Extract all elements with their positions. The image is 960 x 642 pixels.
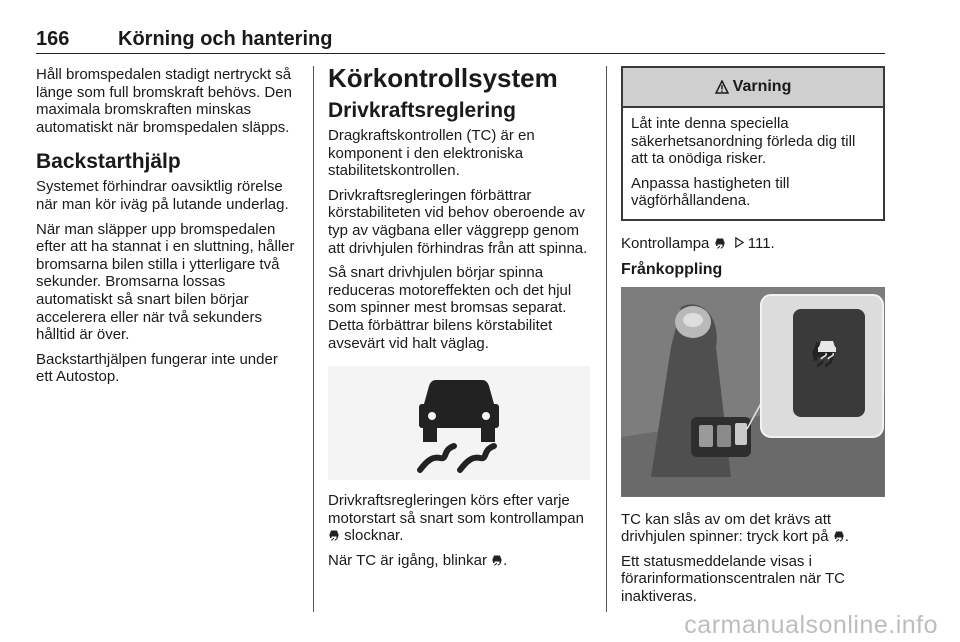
warning-paragraph: Låt inte denna speciella säkerhetsanordning förleda dig till att ta onödiga risker. [631,115,856,168]
paragraph: Så snart drivhjulen börjar spinna reduceras motoreffekten och det hjul som spinner mest bromsas separat. Detta förbättrar bilens körstabilitet avsevärt vid halt väglag. [328,264,572,352]
main-title: Körkontrollsystem [328,63,558,93]
tc-off-text-end: . [844,528,849,546]
warning-triangle-icon [715,80,729,94]
tc-button-photo-illustration [621,287,885,497]
intro-paragraph: Håll bromspedalen stadigt nertryckt så länge som full bromskraft behövs. Den maximala bromskraften minskas automatiskt när bromspedalen släpps. [36,66,292,136]
column-divider-1 [313,66,314,612]
warning-box [621,66,885,221]
page-reference-icon [734,237,745,248]
tc-start-text-end: slocknar. [344,527,404,545]
traction-control-icon [328,529,340,541]
indicator-ref-page: 111. [747,234,775,252]
paragraph: Ett statusmeddelande visas i förarinformationscentralen när TC inaktiveras. [621,552,845,605]
column-3 [621,66,885,613]
tc-active-text: När TC är igång, blinkar [328,551,487,569]
paragraph: När man släpper upp bromspedalen efter att ha stannat i en sluttning, håller bromsarna bilen stilla i ytterligare två sekunder. Bromsarna lossas automatiskt så snart bilen börjar accelerera eller när två sekunders hålltid är över. [36,220,295,344]
traction-control-icon [328,366,590,480]
paragraph: Drivkraftsregleringen förbättrar körstabiliteten vid behov oberoende av typ av vägbana eller väggrepp genom att drivhjulen förhindras från att spinna. [328,186,588,257]
warning-header [623,68,883,108]
paragraph [621,511,885,546]
column-1 [36,66,298,393]
indicator-ref-text: Kontrollampa [621,234,710,252]
paragraph: Backstarthjälpen fungerar inte under ett Autostop. [36,350,278,386]
paragraph [328,492,590,545]
header-rule [36,53,885,54]
column-2 [328,63,590,577]
traction-control-figure [328,366,590,480]
section-title-backstarthjalp: Backstarthjälp [36,150,181,174]
section-title-frankoppling: Frånkoppling [621,260,723,278]
traction-control-icon [833,530,845,542]
warning-body [623,108,883,219]
paragraph: Dragkraftskontrollen (TC) är en komponent i den elektroniska stabilitetskontrollen. [328,127,535,180]
watermark: carmanualsonline.info [684,611,938,639]
paragraph [328,552,590,570]
traction-control-icon [714,237,726,249]
paragraph: Systemet förhindrar oavsiktlig rörelse när man kör iväg på lutande underlag. [36,178,289,213]
column-divider-2 [606,66,607,612]
warning-title: Varning [732,78,792,95]
indicator-reference [621,235,885,253]
section-title-drivkraftsreglering: Drivkraftsreglering [328,99,516,122]
page-number: 166 [36,28,70,50]
chapter-title: Körning och hantering [118,28,333,50]
tc-button-photo [621,287,885,497]
traction-control-icon [491,554,503,566]
tc-active-text-end: . [503,551,508,569]
warning-paragraph: Anpassa hastigheten till vägförhållandena. [631,174,790,210]
tc-off-text: TC kan slås av om det krävs att drivhjulen spinner: tryck kort på [621,510,832,546]
tc-start-text: Drivkraftsregleringen körs efter varje motorstart så snart som kontrollampan [328,492,584,527]
page-header [36,28,886,52]
